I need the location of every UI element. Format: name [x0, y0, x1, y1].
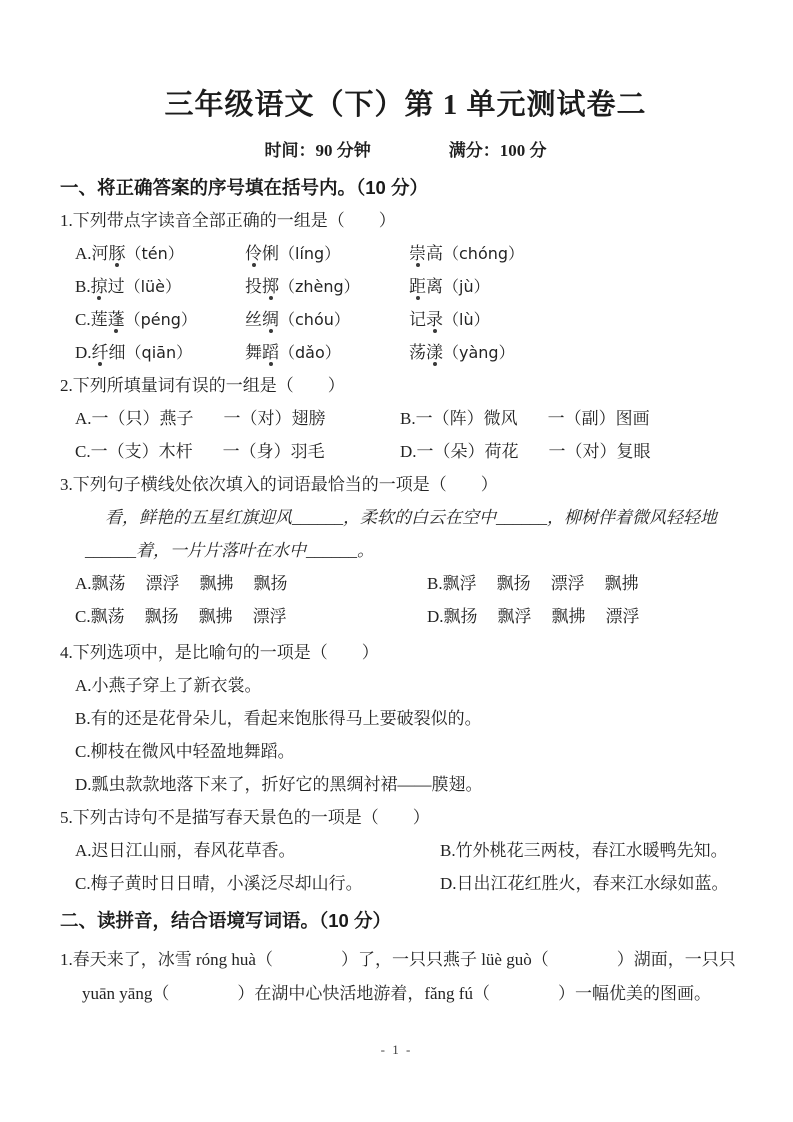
option-label: B.: [427, 574, 443, 593]
pinyin-text: （lù）: [443, 310, 490, 329]
word-text: 投: [245, 277, 262, 296]
q5-option-row: [60, 867, 751, 900]
word-choice: 飘扬: [253, 574, 288, 593]
q1-option-row-a: [60, 237, 751, 270]
q2-option-c: [75, 435, 400, 468]
pinyin-text: （jù）: [443, 277, 490, 296]
pinyin-text: （péng）: [124, 310, 197, 329]
dotted-char: 距: [409, 277, 426, 296]
word-choice: 漂浮: [605, 607, 640, 626]
word-choice: 飘拂: [199, 574, 234, 593]
pinyin-text: （lüè）: [124, 277, 182, 296]
q1-word: [409, 303, 751, 336]
page-number: - 1 -: [380, 1042, 413, 1057]
option-label: B.: [400, 409, 416, 428]
word-text: 细: [108, 343, 126, 362]
word-choice: 飘荡: [91, 574, 126, 593]
section-2-heading: 二、读拼音，结合语境写词语。（10 分）: [60, 910, 391, 931]
option-label: A.: [75, 574, 92, 593]
word-choice: 飘拂: [604, 574, 639, 593]
option-label: A.: [75, 409, 92, 428]
q3-option-row: [60, 567, 751, 600]
q5-option-a: A.迟日江山丽，春风花草香。: [75, 841, 296, 860]
phrase: 一（身）羽毛: [222, 442, 325, 461]
option-label: C.: [75, 607, 91, 626]
exam-meta: [60, 134, 751, 167]
word-text: 俐: [262, 244, 279, 263]
q1-word: [245, 270, 409, 303]
word-choice: 漂浮: [252, 607, 287, 626]
word-choice: 飘拂: [551, 607, 586, 626]
option-label: C.: [75, 310, 91, 329]
q3-option-b: [427, 567, 639, 600]
q1-word: [245, 237, 409, 270]
pinyin-text: （dǎo）: [279, 343, 341, 362]
exam-full-score: 满分：100 分: [448, 141, 547, 160]
q3-options: [60, 567, 751, 633]
word-choice: 飘扬: [443, 607, 478, 626]
q1-option-c: [75, 303, 245, 336]
q5-option-d: D.日出江花红胜火，春来江水绿如蓝。: [440, 874, 729, 893]
word-text: 高: [426, 244, 443, 263]
q2-option-row: [60, 402, 751, 435]
q1-option-a: [75, 237, 245, 270]
q1-word: [245, 303, 409, 336]
section-1-heading: 一、将正确答案的序号填在括号内。（10 分）: [60, 177, 428, 198]
q5-options: [60, 834, 751, 900]
q5-option-c: C.梅子黄时日日晴，小溪泛尽却山行。: [75, 874, 363, 893]
pinyin-text: （líng）: [279, 244, 341, 263]
q3-passage: 看，鲜艳的五星红旗迎风______，柔软的白云在空中______，柳树伴着微风轻轻地______着，一片片落叶在水中______。: [85, 508, 717, 560]
dotted-char: 漾: [426, 343, 443, 362]
dotted-char: 蹈: [262, 343, 279, 362]
q3-option-a: [75, 567, 427, 600]
q4-option-d: D.瓢虫款款地落下来了，折好它的黑绸衬裙——膜翅。: [75, 775, 483, 794]
q1-option-d: [75, 336, 245, 369]
phrase: 一（只）燕子: [91, 409, 194, 428]
pinyin-text: （chóu）: [279, 310, 350, 329]
dotted-char: 录: [426, 310, 443, 329]
word-choice: 飘扬: [144, 607, 179, 626]
q3-option-c: [75, 600, 427, 633]
word-choice: 漂浮: [145, 574, 180, 593]
word-text: 丝: [245, 310, 262, 329]
q5-option-row: [60, 834, 751, 867]
q1-word: [409, 270, 751, 303]
pinyin-text: （zhèng）: [279, 277, 360, 296]
q2-option-row: [60, 435, 751, 468]
word-text: 莲: [90, 310, 108, 329]
word-text: 记: [409, 310, 426, 329]
q2-option-a: [75, 402, 400, 435]
option-label: A.: [75, 244, 92, 263]
page-title: 三年级语文（下）第 1 单元测试卷二: [164, 89, 647, 121]
section-2-q1: 1.春天来了，冰雪 róng huà（ ）了，一只只燕子 lüè guò（ ）湖面，一只只 yuān yāng（ ）在湖中心快活地游着，fǎng fú（ ）一幅优美的图画。: [60, 950, 736, 1003]
q2-option-d: [400, 435, 751, 468]
option-label: D.: [427, 607, 444, 626]
pinyin-text: （tén）: [125, 244, 184, 263]
q5-stem: 5.下列古诗句不是描写春天景色的一项是（ ）: [60, 808, 430, 827]
exam-time: 时间：90 分钟: [264, 141, 371, 160]
q1-stem: 1.下列带点字读音全部正确的一组是（ ）: [60, 211, 396, 230]
dotted-char: 绸: [262, 310, 279, 329]
q1-options: [60, 237, 751, 369]
phrase: 一（对）复眼: [548, 442, 651, 461]
q4-option-a: A.小燕子穿上了新衣裳。: [75, 676, 262, 695]
q1-option-row-b: [60, 270, 751, 303]
q1-word: [409, 336, 751, 369]
word-choice: 飘拂: [198, 607, 233, 626]
q3-option-d: [427, 600, 640, 633]
dotted-char: 纤: [91, 343, 109, 362]
q1-option-row-d: [60, 336, 751, 369]
q4-option-b: B.有的还是花骨朵儿，看起来饱胀得马上要破裂似的。: [75, 709, 482, 728]
q1-option-row-c: [60, 303, 751, 336]
q2-option-b: [400, 402, 751, 435]
word-choice: 飘荡: [90, 607, 125, 626]
option-label: D.: [75, 343, 92, 362]
dotted-char: 掷: [262, 277, 279, 296]
option-label: B.: [75, 277, 91, 296]
pinyin-text: （yàng）: [443, 343, 515, 362]
q1-option-b: [75, 270, 245, 303]
word-choice: 飘扬: [496, 574, 531, 593]
q3-stem: 3.下列句子横线处依次填入的词语最恰当的一项是（ ）: [60, 475, 498, 494]
pinyin-text: （qiān）: [125, 343, 193, 362]
dotted-char: 掠: [90, 277, 108, 296]
word-choice: 飘浮: [442, 574, 477, 593]
word-text: 离: [426, 277, 443, 296]
q4-option-c: C.柳枝在微风中轻盈地舞蹈。: [75, 742, 295, 761]
option-label: D.: [400, 442, 417, 461]
dotted-char: 伶: [245, 244, 262, 263]
word-choice: 飘浮: [497, 607, 532, 626]
phrase: 一（对）翅膀: [223, 409, 326, 428]
phrase: 一（副）图画: [547, 409, 650, 428]
q3-option-row: [60, 600, 751, 633]
phrase: 一（朵）荷花: [416, 442, 519, 461]
phrase: 一（支）木杆: [90, 442, 193, 461]
dotted-char: 蓬: [107, 310, 125, 329]
word-text: 荡: [409, 343, 426, 362]
dotted-char: 豚: [108, 244, 126, 263]
q1-word: [409, 237, 751, 270]
q4-options: [60, 669, 751, 801]
dotted-char: 崇: [409, 244, 426, 263]
pinyin-text: （chóng）: [443, 244, 525, 263]
phrase: 一（阵）微风: [415, 409, 518, 428]
q2-stem: 2.下列所填量词有误的一组是（ ）: [60, 376, 345, 395]
word-text: 舞: [245, 343, 262, 362]
q2-options: [60, 402, 751, 468]
q5-option-b: B.竹外桃花三两枝，春江水暖鸭先知。: [440, 841, 728, 860]
q1-word: [245, 336, 409, 369]
word-text: 过: [107, 277, 125, 296]
word-choice: 漂浮: [550, 574, 585, 593]
q4-stem: 4.下列选项中，是比喻句的一项是（ ）: [60, 643, 379, 662]
word-text: 河: [91, 244, 109, 263]
option-label: C.: [75, 442, 91, 461]
